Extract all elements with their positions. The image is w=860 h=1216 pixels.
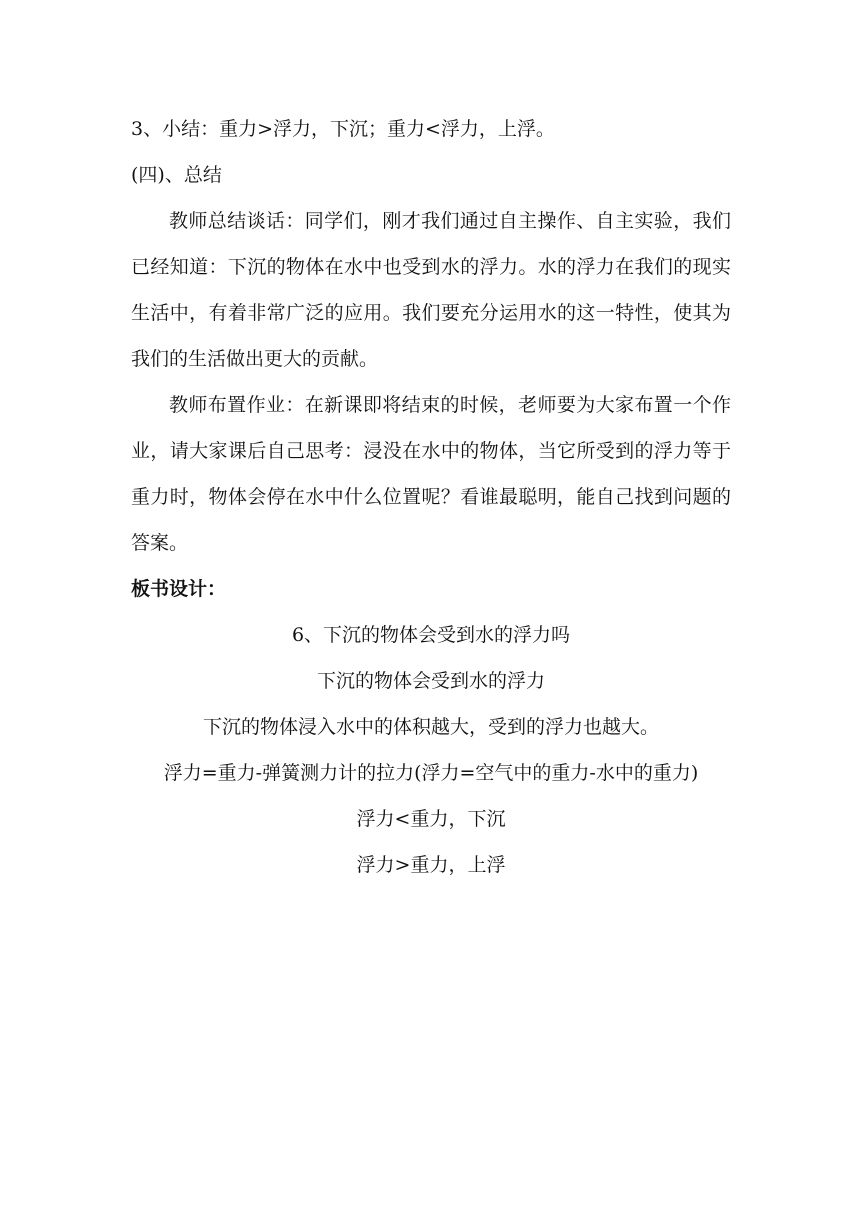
board-design (131, 612, 731, 888)
document-content (131, 106, 731, 888)
board-design-heading: 板书设计： (131, 578, 227, 600)
board-line-5: 浮力>重力，上浮 (356, 854, 506, 876)
paragraph-homework: 教师布置作业：在新课即将结束的时候，老师要为大家布置一个作业，请大家课后自己思考：浸没在水中的物体，当它所受到的浮力等于重力时，物体会停在水中什么位置呢？看谁最聪明，能自己找到问题的答案。 (131, 394, 731, 554)
board-line-4: 浮力<重力，下沉 (356, 808, 506, 830)
summary-line: 3、小结：重力>浮力，下沉；重力<浮力，上浮。 (131, 118, 555, 140)
section-heading: (四)、总结 (131, 164, 222, 186)
board-line-title: 6、下沉的物体会受到水的浮力吗 (291, 624, 571, 646)
board-line-3: 浮力=重力-弹簧测力计的拉力(浮力=空气中的重力-水中的重力) (163, 762, 699, 784)
board-line-2: 下沉的物体浸入水中的体积越大，受到的浮力也越大。 (202, 716, 659, 738)
board-line-1: 下沉的物体会受到水的浮力 (316, 670, 545, 692)
paragraph-teacher-summary: 教师总结谈话：同学们，刚才我们通过自主操作、自主实验，我们已经知道：下沉的物体在水中也受到水的浮力。水的浮力在我们的现实生活中，有着非常广泛的应用。我们要充分运用水的这一特性，使其为我们的生活做出更大的贡献。 (131, 210, 731, 370)
